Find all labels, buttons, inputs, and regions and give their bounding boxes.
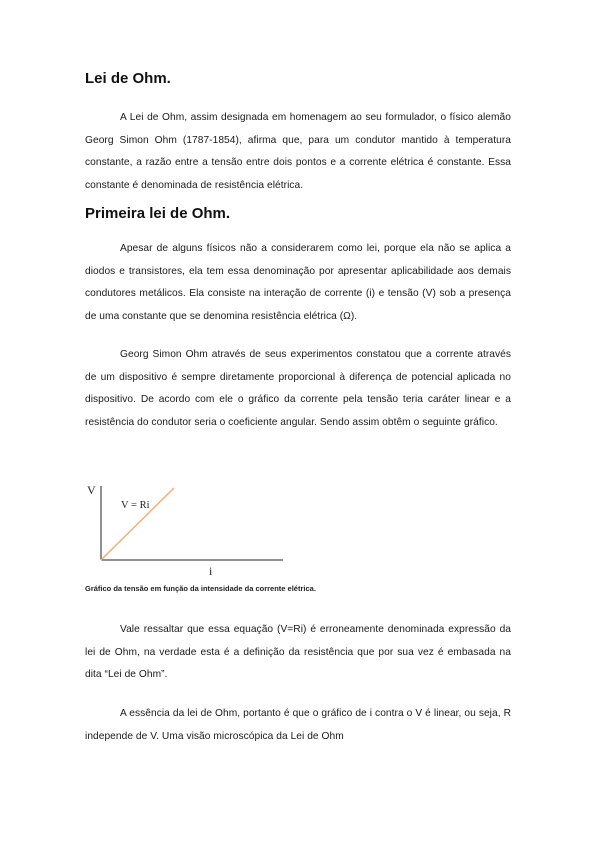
paragraph-primeira-lei-text: Apesar de alguns físicos não a considerarem como lei, porque ela não se aplica a diodos e transistores, ela tem essa denominação por apresentar aplicabilidade aos demais condutores metálicos. Ela consiste na interação de corrente (i) e tensão (V) sob a presença de uma constante que se denomina resistência elétrica (Ω). [85,243,511,322]
v-vs-i-graph [85,478,285,580]
paragraph-ressalva-text: Vale ressaltar que essa equação (V=Ri) é erroneamente denominada expressão da lei de Ohm, na verdade esta é a definição da resistência que por sua vez é embasada na dita “Lei de Ohm”. [85,624,511,680]
paragraph-intro-text: A Lei de Ohm, assim designada em homenagem ao seu formulador, o físico alemão Georg Simon Ohm (1787-1854), afirma que, para um condutor mantido à temperatura constante, a razão entre a tensão entre dois pontos e a corrente elétrica é constante. Essa constante é denominada de resistência elétrica. [85,112,511,191]
paragraph-experimentos [85,344,511,434]
x-axis-label: i [209,564,213,578]
paragraph-experimentos-text: Georg Simon Ohm através de seus experimentos constatou que a corrente através de um dispositivo é sempre diretamente proporcional à diferença de potencial aplicada no dispositivo. De acordo com ele o gráfico da corrente pela tensão teria caráter linear e a resistência do condutor seria o coeficiente angular. Sendo assim obtêm o seguinte gráfico. [85,349,511,428]
figure-caption: Gráfico da tensão em função da intensidade da corrente elétrica. [85,584,316,593]
linear-relation-line [101,488,174,560]
y-axis-label: V [87,483,96,497]
equation-label: V = Ri [121,500,150,511]
paragraph-ressalva [85,619,511,687]
paragraph-essencia-text: A essência da lei de Ohm, portanto é que o gráfico de i contra o V é linear, ou seja, R independe de V. Uma visão microscópica da Lei de Ohm [85,708,511,742]
paragraph-primeira-lei [85,238,511,328]
paragraph-essencia [85,703,511,748]
section-heading-primeira-lei: Primeira lei de Ohm. [85,205,231,222]
section-heading-lei-de-ohm: Lei de Ohm. [85,70,171,87]
paragraph-intro [85,107,511,197]
